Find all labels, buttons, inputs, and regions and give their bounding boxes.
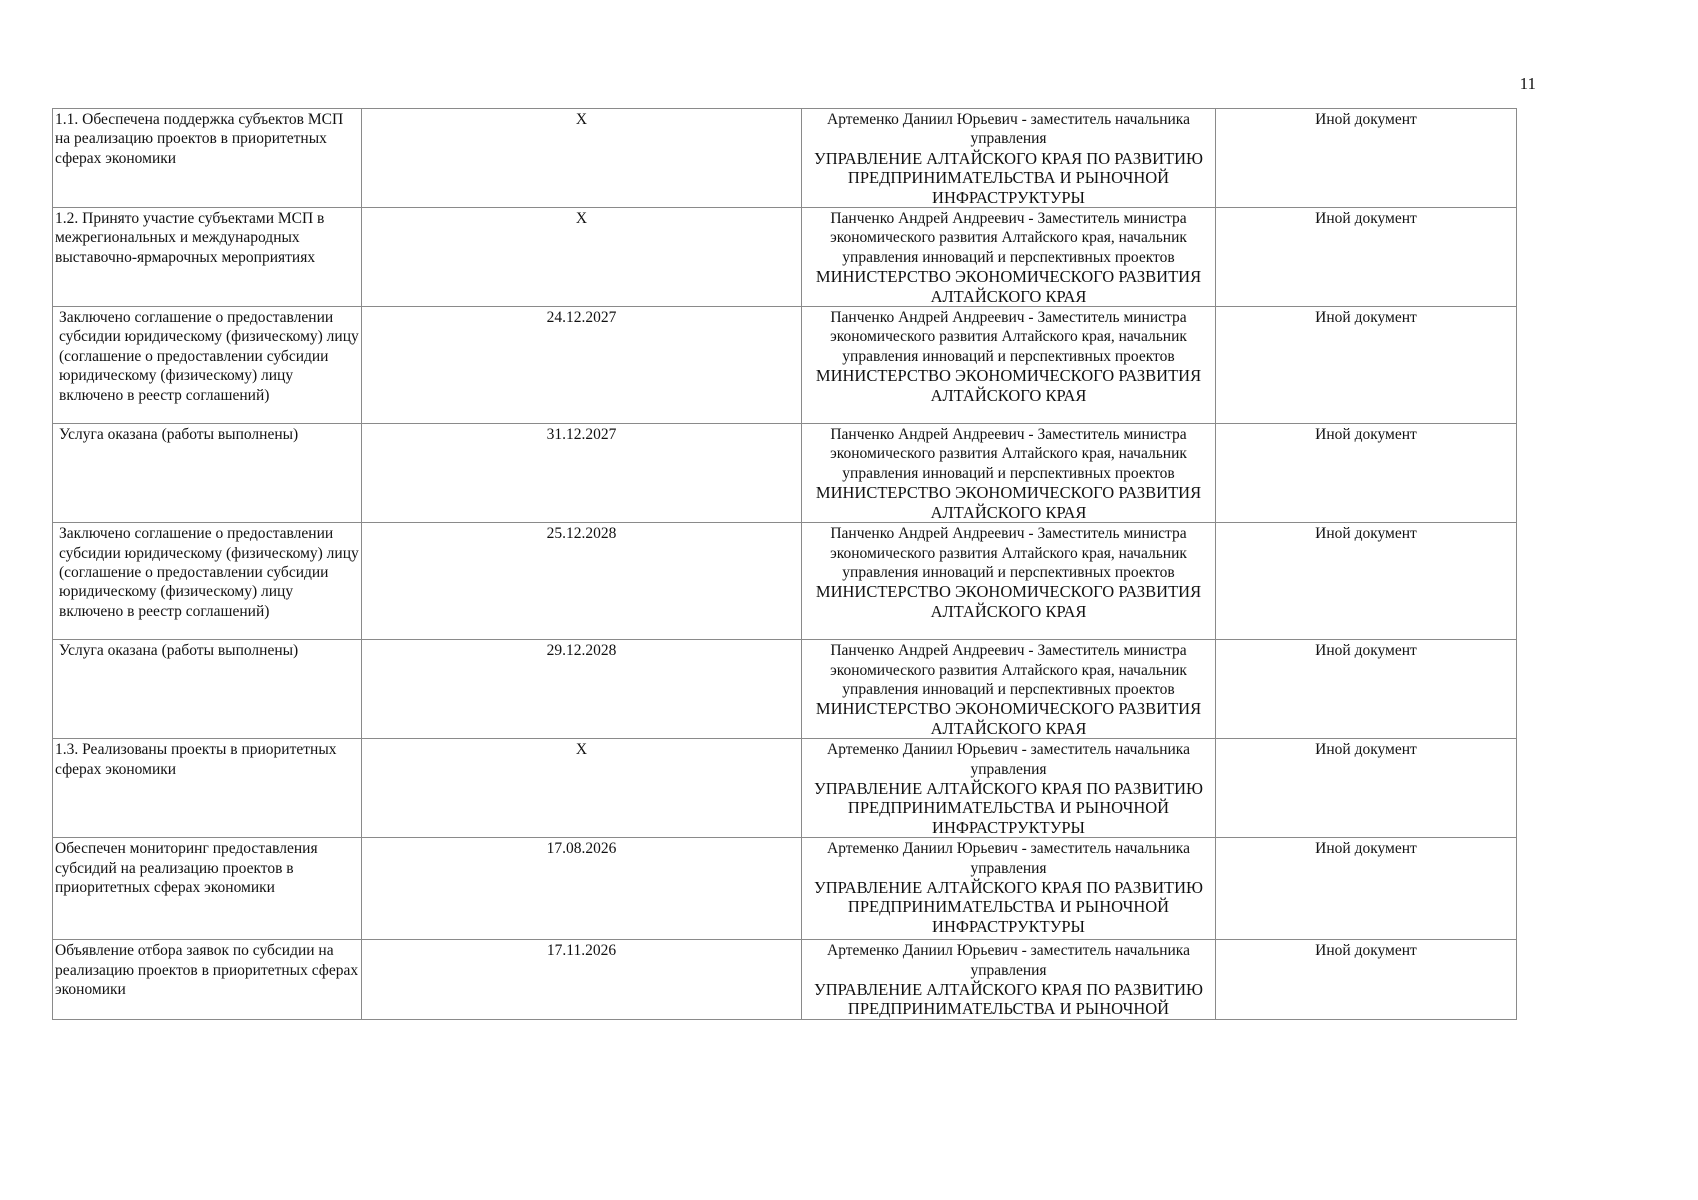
cell-responsible (802, 739, 1216, 838)
cell-responsible (802, 109, 1216, 208)
cell-responsible (802, 838, 1216, 940)
responsible-person: Артеменко Даниил Юрьевич - заместитель начальника управления (827, 840, 1190, 877)
responsible-org: УПРАВЛЕНИЕ АЛТАЙСКОГО КРАЯ ПО РАЗВИТИЮ ПРЕДПРИНИМАТЕЛЬСТВА И РЫНОЧНОЙ ИНФРАСТРУКТУРЫ (814, 778, 1203, 837)
responsible-org: УПРАВЛЕНИЕ АЛТАЙСКОГО КРАЯ ПО РАЗВИТИЮ ПРЕДПРИНИМАТЕЛЬСТВА И РЫНОЧНОЙ ИНФРАСТРУКТУРЫ (814, 148, 1203, 207)
cell-responsible (802, 523, 1216, 640)
cell-name: Услуга оказана (работы выполнены) (53, 640, 362, 739)
cell-responsible (802, 640, 1216, 739)
responsible-org: УПРАВЛЕНИЕ АЛТАЙСКОГО КРАЯ ПО РАЗВИТИЮ ПРЕДПРИНИМАТЕЛЬСТВА И РЫНОЧНОЙ (814, 979, 1203, 1019)
table-row (53, 109, 1517, 208)
table-row (53, 523, 1517, 640)
cell-date: 17.11.2026 (362, 940, 802, 1020)
responsible-org: УПРАВЛЕНИЕ АЛТАЙСКОГО КРАЯ ПО РАЗВИТИЮ ПРЕДПРИНИМАТЕЛЬСТВА И РЫНОЧНОЙ ИНФРАСТРУКТУРЫ (814, 877, 1203, 936)
responsible-person: Панченко Андрей Андреевич - Заместитель министра экономического развития Алтайского края, начальник управления инноваций и перспективных проектов (830, 642, 1187, 698)
cell-name: Объявление отбора заявок по субсидии на реализацию проектов в приоритетных сферах экономики (53, 940, 362, 1020)
responsible-person: Панченко Андрей Андреевич - Заместитель министра экономического развития Алтайского края, начальник управления инноваций и перспективных проектов (830, 426, 1187, 482)
cell-document: Иной документ (1216, 424, 1517, 523)
cell-name: Обеспечен мониторинг предоставления субсидий на реализацию проектов в приоритетных сферах экономики (53, 838, 362, 940)
table-row (53, 424, 1517, 523)
cell-responsible (802, 940, 1216, 1020)
cell-name: 1.2. Принято участие субъектами МСП в межрегиональных и международных выставочно-ярмарочных мероприятиях (53, 208, 362, 307)
cell-document: Иной документ (1216, 523, 1517, 640)
table-row (53, 640, 1517, 739)
responsible-org: МИНИСТЕРСТВО ЭКОНОМИЧЕСКОГО РАЗВИТИЯ АЛТАЙСКОГО КРАЯ (815, 483, 1202, 522)
responsible-org: МИНИСТЕРСТВО ЭКОНОМИЧЕСКОГО РАЗВИТИЯ АЛТАЙСКОГО КРАЯ (815, 582, 1202, 621)
cell-responsible (802, 424, 1216, 523)
cell-date: 25.12.2028 (362, 523, 802, 640)
cell-date: 29.12.2028 (362, 640, 802, 739)
table-row (53, 838, 1517, 940)
cell-date: X (362, 109, 802, 208)
cell-name: Заключено соглашение о предоставлении субсидии юридическому (физическому) лицу (соглашение о предоставлении субсидии юридическому (физическому) лицу включено в реестр соглашений) (53, 307, 362, 424)
cell-document: Иной документ (1216, 940, 1517, 1020)
control-points-table (52, 108, 1517, 1020)
cell-document: Иной документ (1216, 739, 1517, 838)
cell-name: Услуга оказана (работы выполнены) (53, 424, 362, 523)
cell-name: Заключено соглашение о предоставлении субсидии юридическому (физическому) лицу (соглашение о предоставлении субсидии юридическому (физическому) лицу включено в реестр соглашений) (53, 523, 362, 640)
table-row (53, 739, 1517, 838)
cell-responsible (802, 307, 1216, 424)
cell-date: 31.12.2027 (362, 424, 802, 523)
cell-document: Иной документ (1216, 640, 1517, 739)
page-number: 11 (1519, 74, 1536, 93)
cell-document: Иной документ (1216, 838, 1517, 940)
table-row (53, 940, 1517, 1020)
table-row (53, 307, 1517, 424)
responsible-person: Артеменко Даниил Юрьевич - заместитель начальника управления (827, 741, 1190, 778)
cell-document: Иной документ (1216, 208, 1517, 307)
cell-date: X (362, 208, 802, 307)
responsible-person: Артеменко Даниил Юрьевич - заместитель начальника управления (827, 942, 1190, 979)
cell-responsible (802, 208, 1216, 307)
responsible-person: Панченко Андрей Андреевич - Заместитель министра экономического развития Алтайского края, начальник управления инноваций и перспективных проектов (830, 309, 1187, 365)
responsible-person: Панченко Андрей Андреевич - Заместитель министра экономического развития Алтайского края, начальник управления инноваций и перспективных проектов (830, 525, 1187, 581)
responsible-person: Артеменко Даниил Юрьевич - заместитель начальника управления (827, 111, 1190, 148)
table-row (53, 208, 1517, 307)
cell-date: X (362, 739, 802, 838)
responsible-org: МИНИСТЕРСТВО ЭКОНОМИЧЕСКОГО РАЗВИТИЯ АЛТАЙСКОГО КРАЯ (815, 366, 1202, 405)
responsible-org: МИНИСТЕРСТВО ЭКОНОМИЧЕСКОГО РАЗВИТИЯ АЛТАЙСКОГО КРАЯ (815, 699, 1202, 738)
responsible-org: МИНИСТЕРСТВО ЭКОНОМИЧЕСКОГО РАЗВИТИЯ АЛТАЙСКОГО КРАЯ (815, 267, 1202, 306)
cell-name: 1.1. Обеспечена поддержка субъектов МСП на реализацию проектов в приоритетных сферах экономики (53, 109, 362, 208)
cell-date: 17.08.2026 (362, 838, 802, 940)
cell-document: Иной документ (1216, 109, 1517, 208)
cell-document: Иной документ (1216, 307, 1517, 424)
cell-name: 1.3. Реализованы проекты в приоритетных сферах экономики (53, 739, 362, 838)
responsible-person: Панченко Андрей Андреевич - Заместитель министра экономического развития Алтайского края, начальник управления инноваций и перспективных проектов (830, 210, 1187, 266)
cell-date: 24.12.2027 (362, 307, 802, 424)
